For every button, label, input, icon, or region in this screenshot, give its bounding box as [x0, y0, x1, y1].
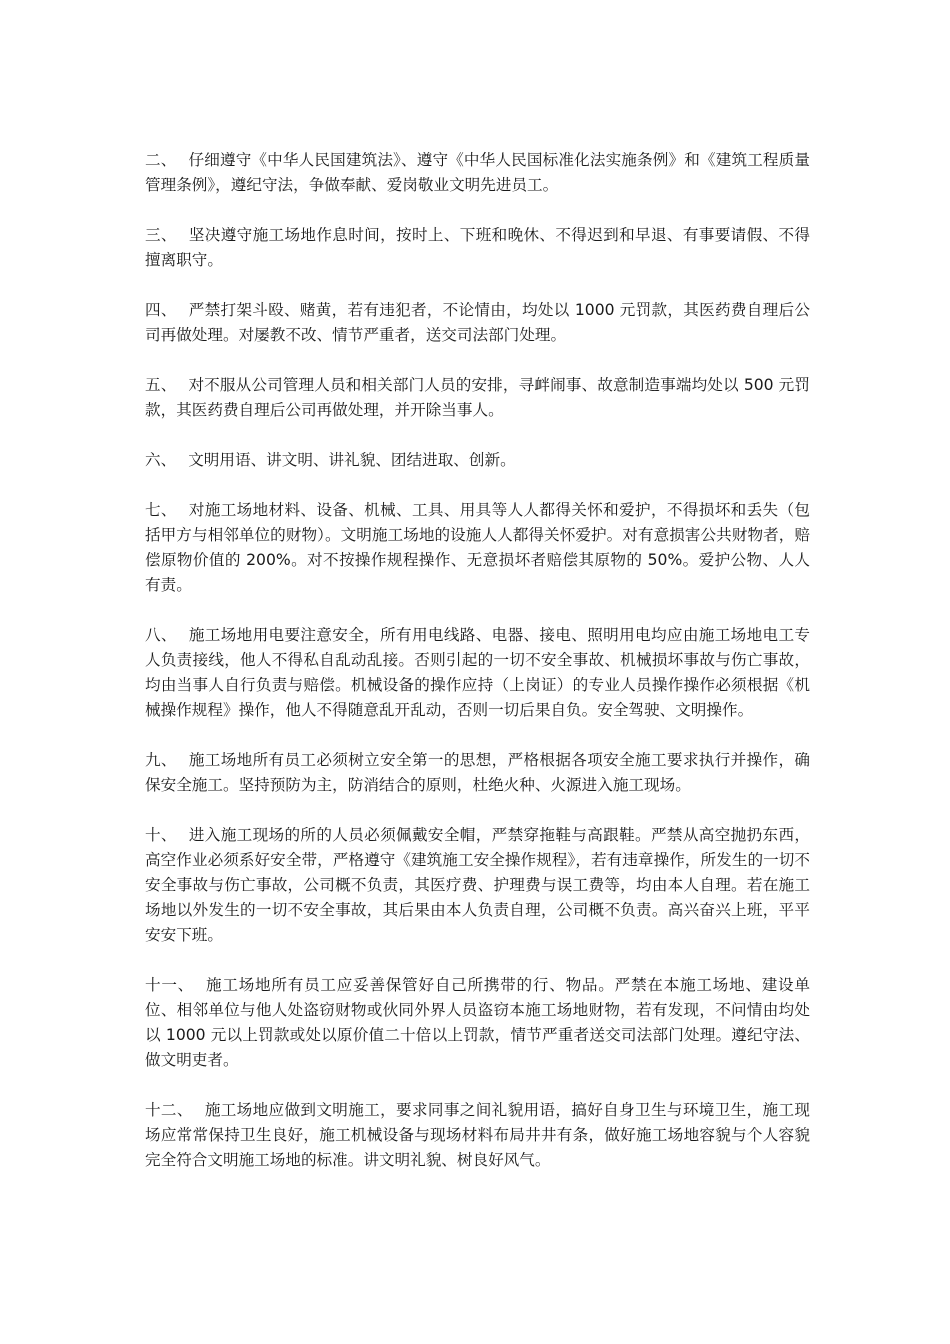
item-number: 八、: [145, 626, 177, 644]
list-item: [145, 148, 810, 198]
item-number: 五、: [145, 376, 177, 394]
item-text: 严禁打架斗殴、赌黄，若有违犯者，不论情由，均处以 1000 元罚款，其医药费自理后公司再做处理。对屡教不改、情节严重者，送交司法部门处理。: [145, 301, 810, 344]
item-number: 十二、: [145, 1101, 193, 1119]
item-text: 对不服从公司管理人员和相关部门人员的安排，寻衅闹事、故意制造事端均处以 500 元罚款，其医药费自理后公司再做处理，并开除当事人。: [145, 376, 810, 419]
item-text: 仔细遵守《中华人民国建筑法》、遵守《中华人民国标准化法实施条例》和《建筑工程质量管理条例》，遵纪守法，争做奉献、爱岗敬业文明先进员工。: [145, 151, 810, 194]
item-number: 三、: [145, 226, 177, 244]
list-item: [145, 748, 810, 798]
item-number: 六、: [145, 451, 177, 469]
list-item: [145, 973, 810, 1073]
document-body: [145, 148, 810, 1198]
item-text: 对施工场地材料、设备、机械、工具、用具等人人都得关怀和爱护，不得损坏和丢失（包括甲方与相邻单位的财物）。文明施工场地的设施人人都得关怀爱护。对有意损害公共财物者，赔偿原物价值的 200%。对不按操作规程操作、无意损坏者赔偿其原物的 50%。爱护公物、人人有责。: [145, 501, 810, 594]
item-number: 九、: [145, 751, 177, 769]
item-text: 施工场地所有员工必须树立安全第一的思想，严格根据各项安全施工要求执行并操作，确保安全施工。坚持预防为主，防消结合的原则，杜绝火种、火源进入施工现场。: [145, 751, 810, 794]
list-item: [145, 1098, 810, 1173]
item-text: 施工场地用电要注意安全，所有用电线路、电器、接电、照明用电均应由施工场地电工专人负责接线，他人不得私自乱动乱接。否则引起的一切不安全事故、机械损坏事故与伤亡事故，均由当事人自行负责与赔偿。机械设备的操作应持（上岗证）的专业人员操作操作必须根据《机械操作规程》操作，他人不得随意乱开乱动，否则一切后果自负。安全驾驶、文明操作。: [145, 626, 810, 719]
list-item: [145, 823, 810, 948]
item-text: 施工场地所有员工应妥善保管好自己所携带的行、物品。严禁在本施工场地、建设单位、相邻单位与他人处盗窃财物或伙同外界人员盗窃本施工场地财物，若有发现，不问情由均处以 1000 元以上罚款或处以原价值二十倍以上罚款，情节严重者送交司法部门处理。遵纪守法、做文明吏者。: [145, 976, 810, 1069]
list-item: [145, 223, 810, 273]
item-number: 十、: [145, 826, 177, 844]
item-number: 二、: [145, 151, 177, 169]
item-text: 施工场地应做到文明施工，要求同事之间礼貌用语，搞好自身卫生与环境卫生，施工现场应常常保持卫生良好，施工机械设备与现场材料布局井井有条，做好施工场地容貌与个人容貌完全符合文明施工场地的标准。讲文明礼貌、树良好风气。: [145, 1101, 810, 1169]
list-item: [145, 623, 810, 723]
list-item: [145, 448, 810, 473]
item-text: 进入施工现场的所的人员必须佩戴安全帽，严禁穿拖鞋与高跟鞋。严禁从高空抛扔东西，高空作业必须系好安全带，严格遵守《建筑施工安全操作规程》，若有违章操作，所发生的一切不安全事故与伤亡事故，公司概不负责，其医疗费、护理费与误工费等，均由本人自理。若在施工场地以外发生的一切不安全事故，其后果由本人负责自理，公司概不负责。高兴奋兴上班，平平安安下班。: [145, 826, 810, 944]
item-number: 四、: [145, 301, 177, 319]
list-item: [145, 298, 810, 348]
list-item: [145, 498, 810, 598]
list-item: [145, 373, 810, 423]
item-number: 十一、: [145, 976, 195, 994]
item-text: 坚决遵守施工场地作息时间，按时上、下班和晚休、不得迟到和早退、有事要请假、不得擅离职守。: [145, 226, 810, 269]
item-text: 文明用语、讲文明、讲礼貌、团结进取、创新。: [188, 451, 516, 469]
item-number: 七、: [145, 501, 177, 519]
